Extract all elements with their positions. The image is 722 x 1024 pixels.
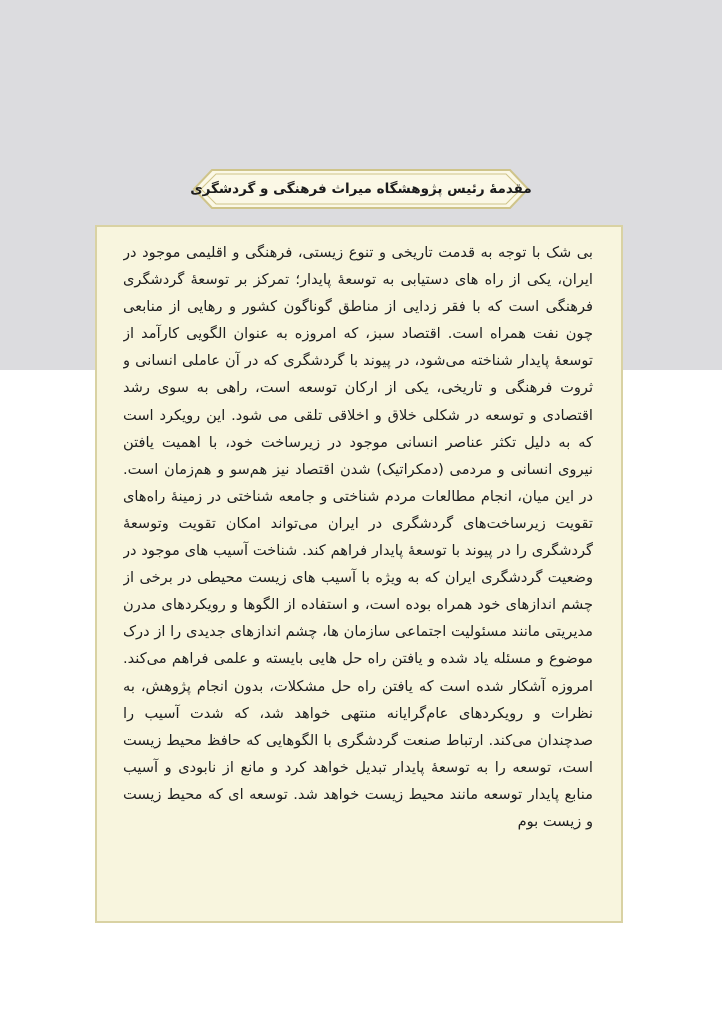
section-heading-banner bbox=[190, 166, 532, 212]
body-paragraph: بی شک با توجه به قدمت تاریخی و تنوع زیستی، فرهنگی و اقلیمی موجود در ایران، یکی از راه های دستیابی به توسعۀ پایدار؛ تمرکز بر توسعۀ گردشگری فرهنگی است که با فقر زدایی از مناطق گوناگون کشور و رهایی از منابعی چون نفت همراه است. اقتصاد سبز، که امروزه به عنوان الگویی کارآمد از توسعۀ پایدار شناخته می‌شود، در پیوند با گردشگری که در آن عاملی انسانی و ثروت فرهنگی و تاریخی، یکی از ارکان توسعه است، راهی به سوی رشد اقتصادی و توسعه در شکلی خلاق و اخلاقی تلقی می شود. این رویکرد است که به دلیل تکثر عناصر انسانی موجود در زیرساخت خود، با اهمیت یافتن نیروی انسانی و مردمی (دمکراتیک) شدن اقتصاد نیز هم‌سو و هم‌زمان است. در این میان، انجام مطالعات مردم شناختی و جامعه شناختی در زمینۀ راه‌های تقویت زیرساخت‌های گردشگری در ایران می‌تواند امکان تقویت وتوسعۀ گردشگری را در پیوند با توسعۀ پایدار فراهم کند. شناخت آسیب های موجود در وضعیت گردشگری ایران که به ویژه با آسیب های زیست محیطی در برخی از چشم اندازهای خود همراه بوده است، و استفاده از الگوها و رویکردهای مدرن مدیریتی مانند مسئولیت اجتماعی سازمان ها، چشم اندازهای جدیدی را از درک موضوع و مسئله یاد شده و یافتن راه حل هایی بایسته و علمی فراهم می‌کند. امروزه آشکار شده است که یافتن راه حل مشکلات، بدون انجام پژوهش، به نظرات و رویکردهای عام‌گرایانه منتهی خواهد شد، که شدت آسیب را صدچندان می‌کند. ارتباط صنعت گردشگری با الگوهایی که حافظ محیط زیست است، توسعه را به توسعۀ پایدار تبدیل خواهد کرد و مانع از نابودی و آسیب منابع پایدار توسعه مانند محیط زیست خواهد شد. توسعه ای که محیط زیست و زیست بوم bbox=[123, 244, 593, 830]
section-heading-title: مقدمۀ رئیس پژوهشگاه میراث فرهنگی و گردشگری bbox=[190, 181, 532, 197]
content-text-box bbox=[95, 225, 623, 923]
